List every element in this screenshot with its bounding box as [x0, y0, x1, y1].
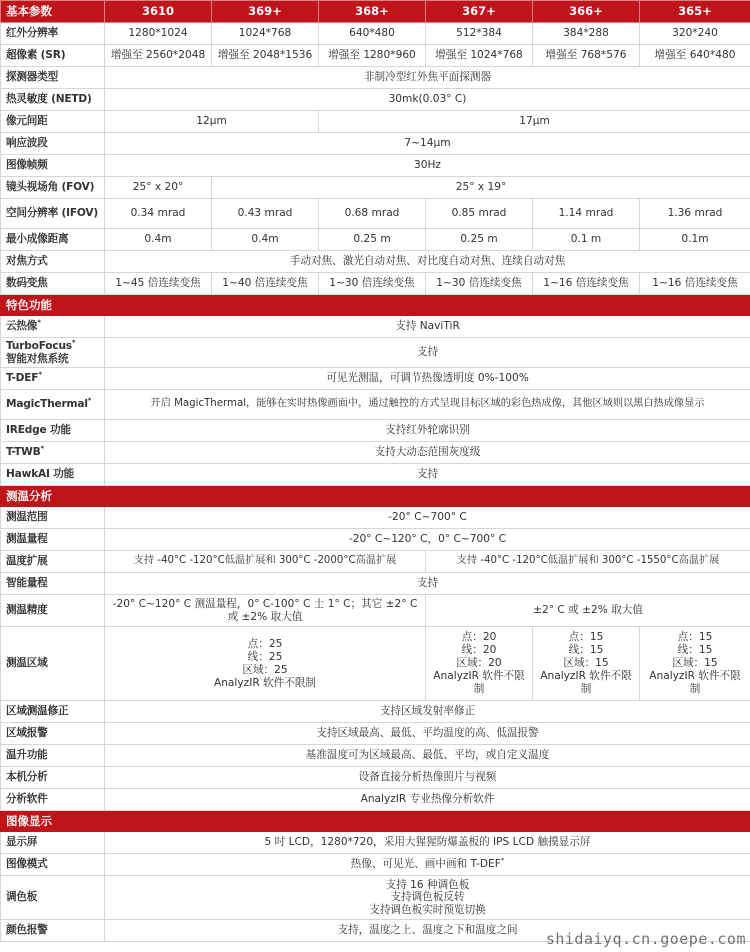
cell: 开启 MagicThermal，能够在实时热像画面中，通过触控的方式呈现目标区域的彩色热成像，其他区域则以黑白热成像显示: [105, 390, 750, 420]
cell: 设备直接分析热像照片与视频: [105, 767, 750, 789]
row-mode: [1, 854, 750, 876]
row-min-distance: [1, 229, 750, 251]
row-zones: [1, 627, 750, 701]
row-label: [1, 368, 105, 390]
row-label: 最小成像距离: [1, 229, 105, 251]
section-display: [1, 811, 750, 832]
row-range: [1, 507, 750, 529]
cell: 支持，温度之上、温度之下和温度之间: [105, 920, 750, 942]
row-zone-alarm: [1, 723, 750, 745]
cell: 1.36 mrad: [640, 199, 750, 229]
row-label: 超像素 (SR): [1, 45, 105, 67]
row-frame-rate: [1, 155, 750, 177]
row-iredge: [1, 420, 750, 442]
asterisk: *: [38, 370, 42, 379]
section-measurement: [1, 486, 750, 507]
row-cloud: [1, 316, 750, 338]
cell: 0.68 mrad: [319, 199, 426, 229]
row-extension: [1, 551, 750, 573]
cell: -20° C~120° C，0° C~700° C: [105, 529, 750, 551]
cell: 点：15 线：15 区域：15 AnalyzIR 软件不限 制: [640, 627, 750, 701]
row-label: 图像帧频: [1, 155, 105, 177]
label-text: T-TWB: [6, 446, 41, 459]
cell: 支持: [105, 464, 750, 486]
row-label: 响应波段: [1, 133, 105, 155]
row-label: [1, 338, 105, 368]
cell: 可见光测温，可调节热像透明度 0%-100%: [105, 368, 750, 390]
cell: 点：25 线：25 区域：25 AnalyzIR 软件不限制: [105, 627, 426, 701]
cell-text: 热像、可见光、画中画和 T-DEF: [350, 858, 501, 871]
cell: 0.34 mrad: [105, 199, 212, 229]
cell: -20° C~700° C: [105, 507, 750, 529]
row-smart-scale: [1, 573, 750, 595]
label-text: MagicThermal: [6, 398, 88, 411]
row-tdef: [1, 368, 750, 390]
row-pixel-pitch: [1, 111, 750, 133]
row-label: 红外分辨率: [1, 23, 105, 45]
cell: 增强至 1024*768: [426, 45, 533, 67]
cell: 1~30 倍连续变焦: [426, 273, 533, 295]
asterisk: *: [37, 318, 41, 327]
cell: 0.43 mrad: [212, 199, 319, 229]
header-model: 3610: [105, 1, 212, 23]
asterisk: *: [500, 856, 505, 865]
cell: 支持大动态范围灰度级: [105, 442, 750, 464]
cell: 5 吋 LCD，1280*720，采用大猩猩防爆盖板的 IPS LCD 触摸显示屏: [105, 832, 750, 854]
row-fov: [1, 177, 750, 199]
cell: 320*240: [640, 23, 750, 45]
row-label: 测温量程: [1, 529, 105, 551]
cell: 支持 -40°C -120°C低温扩展和 300°C -1550°C高温扩展: [426, 551, 750, 573]
row-label: 温升功能: [1, 745, 105, 767]
row-label: 智能量程: [1, 573, 105, 595]
row-zoom: [1, 273, 750, 295]
cell: 12μm: [105, 111, 319, 133]
cell: 512*384: [426, 23, 533, 45]
section-features: [1, 295, 750, 316]
cell: 0.25 m: [426, 229, 533, 251]
cell: 支持区域发射率修正: [105, 701, 750, 723]
section-title: 特色功能: [1, 295, 750, 316]
cell: 1~16 倍连续变焦: [533, 273, 640, 295]
row-label: 测温范围: [1, 507, 105, 529]
cell: 1~40 倍连续变焦: [212, 273, 319, 295]
row-label: IREdge 功能: [1, 420, 105, 442]
row-label: 空间分辨率 (IFOV): [1, 199, 105, 229]
row-label: 颜色报警: [1, 920, 105, 942]
row-hawkai: [1, 464, 750, 486]
header-model: 366+: [533, 1, 640, 23]
row-label: [1, 442, 105, 464]
cell: 点：15 线：15 区域：15 AnalyzIR 软件不限 制: [533, 627, 640, 701]
cell: 0.85 mrad: [426, 199, 533, 229]
cell: 25° x 19°: [212, 177, 750, 199]
cell: AnalyzIR 专业热像分析软件: [105, 789, 750, 811]
row-ttwb: [1, 442, 750, 464]
row-netd: [1, 89, 750, 111]
cell: 0.25 m: [319, 229, 426, 251]
row-label: 区域测温修正: [1, 701, 105, 723]
row-magicthermal: [1, 390, 750, 420]
header-model: 365+: [640, 1, 750, 23]
cell: 17μm: [319, 111, 750, 133]
cell: 支持 -40°C -120°C低温扩展和 300°C -2000°C高温扩展: [105, 551, 426, 573]
row-screen: [1, 832, 750, 854]
row-focus: [1, 251, 750, 273]
label-text: TurboFocus: [6, 340, 72, 352]
row-palette: [1, 876, 750, 920]
cell: 支持区域最高、最低、平均温度的高、低温报警: [105, 723, 750, 745]
label-text: 智能对焦系统: [6, 352, 69, 365]
cell: 25° x 20°: [105, 177, 212, 199]
asterisk: *: [40, 444, 44, 453]
row-label: 数码变焦: [1, 273, 105, 295]
row-label: 对焦方式: [1, 251, 105, 273]
row-band: [1, 133, 750, 155]
section-title: 测温分析: [1, 486, 750, 507]
asterisk: *: [71, 338, 76, 347]
row-label: 区域报警: [1, 723, 105, 745]
cell: 1~45 倍连续变焦: [105, 273, 212, 295]
header-model: 367+: [426, 1, 533, 23]
cell: 0.4m: [212, 229, 319, 251]
row-label: 本机分析: [1, 767, 105, 789]
row-ifov: [1, 199, 750, 229]
cell: 支持 16 种调色板 支持调色板反转 支持调色板实时预览切换: [105, 876, 750, 920]
row-ir-resolution: [1, 23, 750, 45]
header-param: 基本参数: [1, 1, 105, 23]
cell: 非制冷型红外焦平面探测器: [105, 67, 750, 89]
cell: 支持: [105, 573, 750, 595]
row-software: [1, 789, 750, 811]
cell: 增强至 2048*1536: [212, 45, 319, 67]
row-local-analysis: [1, 767, 750, 789]
cell: 增强至 2560*2048: [105, 45, 212, 67]
cell: 增强至 640*480: [640, 45, 750, 67]
label-text: 云热像: [6, 320, 38, 333]
header-row: [1, 1, 750, 23]
cell: 30Hz: [105, 155, 750, 177]
cell: 支持红外轮廓识别: [105, 420, 750, 442]
row-label: 像元间距: [1, 111, 105, 133]
row-label: [1, 316, 105, 338]
cell: 30mk(0.03° C): [105, 89, 750, 111]
cell: 1~16 倍连续变焦: [640, 273, 750, 295]
cell: 7~14μm: [105, 133, 750, 155]
row-super-res: [1, 45, 750, 67]
row-zone-correction: [1, 701, 750, 723]
cell: 0.1m: [640, 229, 750, 251]
row-label: 调色板: [1, 876, 105, 920]
watermark: shidaiyq.cn.goepe.com: [545, 930, 746, 948]
row-temp-rise: [1, 745, 750, 767]
row-label: 探测器类型: [1, 67, 105, 89]
cell: [105, 854, 750, 876]
cell: ±2° C 或 ±2% 取大值: [426, 595, 750, 627]
cell: 手动对焦、激光自动对焦、对比度自动对焦、连续自动对焦: [105, 251, 750, 273]
cell: 1024*768: [212, 23, 319, 45]
row-label: [1, 390, 105, 420]
row-scale: [1, 529, 750, 551]
cell: 支持 NaviTiR: [105, 316, 750, 338]
cell: 1~30 倍连续变焦: [319, 273, 426, 295]
row-label: 显示屏: [1, 832, 105, 854]
cell: 1280*1024: [105, 23, 212, 45]
header-model: 369+: [212, 1, 319, 23]
cell: 640*480: [319, 23, 426, 45]
cell: 增强至 768*576: [533, 45, 640, 67]
section-title: 图像显示: [1, 811, 750, 832]
asterisk: *: [87, 396, 92, 405]
cell: 增强至 1280*960: [319, 45, 426, 67]
row-turbofocus: [1, 338, 750, 368]
row-detector: [1, 67, 750, 89]
row-label: 分析软件: [1, 789, 105, 811]
row-label: 测温精度: [1, 595, 105, 627]
row-label: 热灵敏度 (NETD): [1, 89, 105, 111]
header-model: 368+: [319, 1, 426, 23]
row-label: 温度扩展: [1, 551, 105, 573]
cell: 点：20 线：20 区域：20 AnalyzIR 软件不限 制: [426, 627, 533, 701]
cell: 支持: [105, 338, 750, 368]
cell: 1.14 mrad: [533, 199, 640, 229]
row-label: HawkAI 功能: [1, 464, 105, 486]
row-label: 图像模式: [1, 854, 105, 876]
row-label: 镜头视场角 (FOV): [1, 177, 105, 199]
cell: -20° C~120° C 测温量程，0° C-100° C 士 1° C；其它 ±2° C 或 ±2% 取大值: [105, 595, 426, 627]
cell: 0.1 m: [533, 229, 640, 251]
cell: 基准温度可为区域最高、最低、平均，或自定义温度: [105, 745, 750, 767]
label-text: T-DEF: [6, 372, 39, 385]
row-label: 测温区域: [1, 627, 105, 701]
row-accuracy: [1, 595, 750, 627]
cell: 0.4m: [105, 229, 212, 251]
cell: 384*288: [533, 23, 640, 45]
